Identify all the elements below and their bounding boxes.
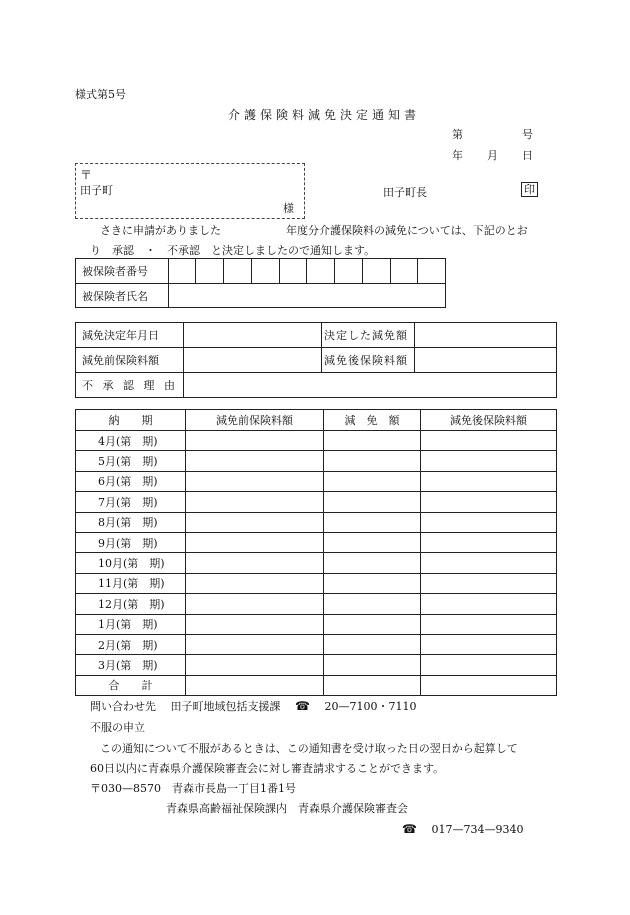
telephone-icon: ☎	[402, 822, 417, 836]
insured-digit-cell	[418, 259, 446, 284]
decided-amount-label: 決定した減免額	[322, 323, 415, 348]
total-label: 合 計	[76, 675, 186, 695]
page-title: 介護保険料減免決定通知書	[228, 108, 421, 122]
after-value	[421, 614, 557, 634]
payment-table	[75, 409, 557, 696]
before-amount-value	[184, 348, 322, 373]
before-value	[186, 553, 324, 573]
form-number: 様式第5号	[75, 88, 126, 101]
insured-digit-cell	[224, 259, 252, 284]
date-month: 月	[487, 149, 498, 162]
before-value	[186, 594, 324, 614]
contact-line	[90, 698, 416, 714]
before-value	[186, 431, 324, 451]
after-value	[421, 512, 557, 532]
payment-row	[76, 573, 557, 593]
reduction-value	[324, 573, 421, 593]
after-amount-value	[415, 348, 557, 373]
after-value	[421, 675, 557, 695]
period-label: 1月(第 期)	[76, 614, 186, 634]
period-label: 9月(第 期)	[76, 532, 186, 552]
reduction-value	[324, 492, 421, 512]
contact-label: 問い合わせ先	[90, 700, 156, 713]
reject-reason-value	[184, 373, 557, 398]
telephone-icon: ☎	[295, 699, 310, 713]
before-value	[186, 532, 324, 552]
period-label: 7月(第 期)	[76, 492, 186, 512]
number-dai: 第	[452, 128, 463, 141]
payment-row	[76, 492, 557, 512]
insured-name-value	[168, 284, 446, 308]
payment-row	[76, 512, 557, 532]
reduction-value	[324, 655, 421, 675]
payment-row	[76, 532, 557, 552]
before-value	[186, 655, 324, 675]
reduction-value	[324, 594, 421, 614]
issuer-seal	[521, 182, 538, 197]
after-value	[421, 655, 557, 675]
date-day: 日	[522, 149, 533, 162]
before-value	[186, 512, 324, 532]
insured-digit-cell	[168, 259, 196, 284]
appeal-text1: この通知について不服があるときは、この通知書を受け取った日の翌日から起算して	[100, 742, 518, 755]
after-value	[421, 594, 557, 614]
contact-office: 田子町地域包括支援課	[170, 700, 281, 713]
after-value	[421, 634, 557, 654]
before-amount-label: 減免前保険料額	[76, 348, 184, 373]
reject-reason-label: 不 承 認 理 由	[76, 373, 184, 398]
payment-row	[76, 614, 557, 634]
body-line1b: 年度分介護保険料の減免については、下記のとお	[286, 224, 528, 237]
appeal-dept: 青森県高齢福祉保険課内 青森県介護保険審査会	[166, 802, 408, 815]
insured-digit-cell	[279, 259, 307, 284]
after-amount-label: 減免後保険料額	[322, 348, 415, 373]
before-value	[186, 634, 324, 654]
insured-digit-cell	[307, 259, 335, 284]
after-value	[421, 532, 557, 552]
reduction-value	[324, 471, 421, 491]
reduction-value	[324, 512, 421, 532]
after-value	[421, 492, 557, 512]
payment-row	[76, 634, 557, 654]
after-value	[421, 553, 557, 573]
appeal-phone: 017—734—9340	[431, 823, 524, 836]
header-after: 減免後保険料額	[421, 410, 557, 431]
insured-digit-cell	[251, 259, 279, 284]
insured-number-label: 被保険者番号	[76, 259, 169, 284]
decision-date-value	[184, 323, 322, 348]
address-sama: 様	[283, 202, 294, 215]
decided-amount-value	[415, 323, 557, 348]
header-period: 納 期	[76, 410, 186, 431]
before-value	[186, 675, 324, 695]
insured-digit-cell	[362, 259, 390, 284]
before-value	[186, 492, 324, 512]
payment-row	[76, 471, 557, 491]
period-label: 8月(第 期)	[76, 512, 186, 532]
insured-digit-cell	[196, 259, 224, 284]
insured-name-label: 被保険者氏名	[76, 284, 169, 308]
reduction-value	[324, 634, 421, 654]
period-label: 10月(第 期)	[76, 553, 186, 573]
payment-row	[76, 553, 557, 573]
after-value	[421, 471, 557, 491]
number-go: 号	[522, 128, 533, 141]
reduction-value	[324, 451, 421, 471]
period-label: 12月(第 期)	[76, 594, 186, 614]
period-label: 6月(第 期)	[76, 471, 186, 491]
reduction-value	[324, 675, 421, 695]
reduction-value	[324, 431, 421, 451]
reduction-value	[324, 553, 421, 573]
payment-row	[76, 594, 557, 614]
appeal-address: 〒030—8570 青森市長島一丁目1番1号	[90, 782, 296, 795]
payment-row	[76, 431, 557, 451]
before-value	[186, 471, 324, 491]
period-label: 3月(第 期)	[76, 655, 186, 675]
before-value	[186, 451, 324, 471]
period-label: 11月(第 期)	[76, 573, 186, 593]
payment-row	[76, 451, 557, 471]
after-value	[421, 451, 557, 471]
postal-mark: 〒	[80, 168, 93, 182]
insured-digit-cell	[390, 259, 418, 284]
appeal-phone-line	[402, 821, 523, 837]
period-label: 5月(第 期)	[76, 451, 186, 471]
decision-date-label: 減免決定年月日	[76, 323, 184, 348]
before-value	[186, 573, 324, 593]
payment-row	[76, 655, 557, 675]
seal-mark: 印	[521, 182, 538, 197]
period-label: 2月(第 期)	[76, 634, 186, 654]
body-line2: り 承認 ・ 不承認 と決定しましたので通知します。	[90, 244, 376, 257]
appeal-heading: 不服の申立	[90, 721, 145, 734]
address-town: 田子町	[80, 184, 113, 197]
after-value	[421, 573, 557, 593]
insured-digit-cell	[335, 259, 363, 284]
reduction-value	[324, 532, 421, 552]
appeal-text2: 60日以内に青森県介護保険審査会に対し審査請求することができます。	[90, 762, 445, 775]
after-value	[421, 431, 557, 451]
header-reduction: 減 免 額	[324, 410, 421, 431]
header-before: 減免前保険料額	[186, 410, 324, 431]
before-value	[186, 614, 324, 634]
insured-table	[75, 258, 446, 308]
issuer-label: 田子町長	[383, 186, 427, 199]
contact-phone: 20—7100・7110	[324, 700, 417, 713]
period-label: 4月(第 期)	[76, 431, 186, 451]
decision-table	[75, 322, 557, 398]
date-year: 年	[452, 149, 463, 162]
body-line1a: さきに申請がありました	[100, 224, 221, 237]
reduction-value	[324, 614, 421, 634]
payment-total-row	[76, 675, 557, 695]
